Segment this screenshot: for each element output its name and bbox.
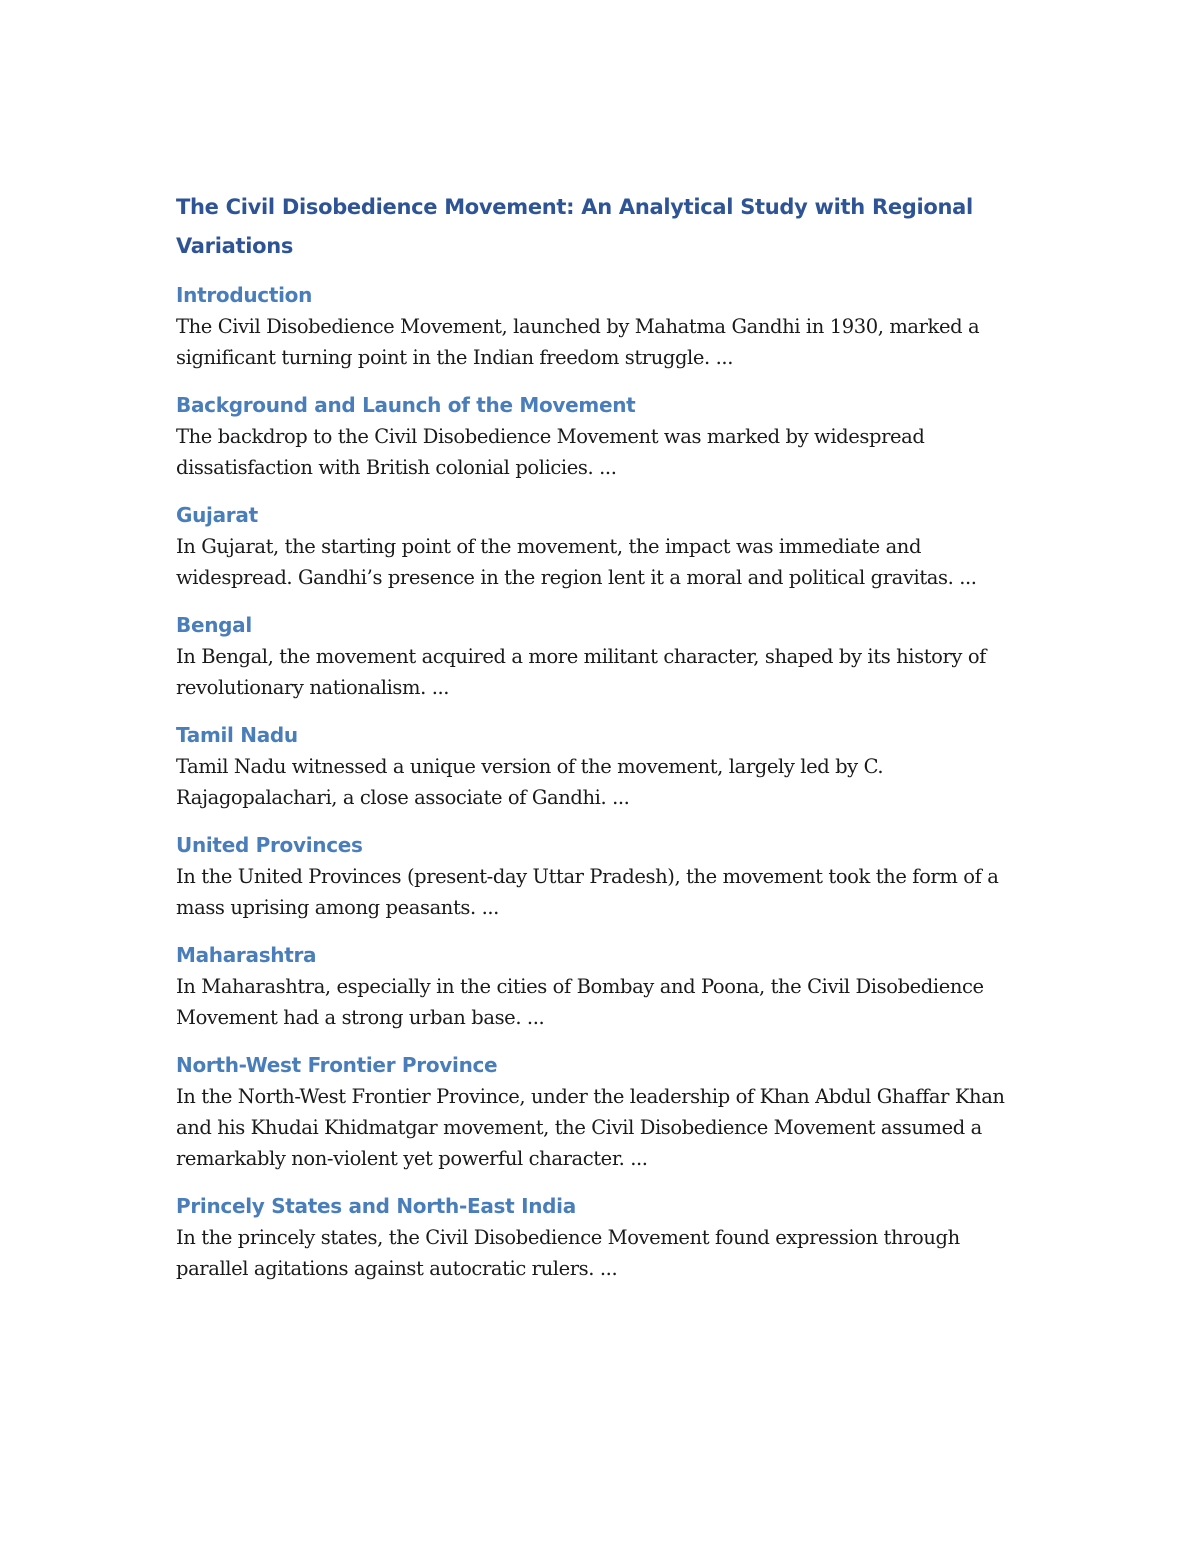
section-princely-states: [176, 1191, 1016, 1284]
section-paragraph: Tamil Nadu witnessed a unique version of the movement, largely led by C. Rajagopalachari, a close associate of Gandhi. ...: [176, 755, 884, 809]
section-heading: United Provinces: [176, 833, 363, 857]
section-paragraph: In the princely states, the Civil Disobedience Movement found expression through parallel agitations against autocratic rulers. ...: [176, 1226, 960, 1280]
section-paragraph: In Gujarat, the starting point of the movement, the impact was immediate and widespread. Gandhi’s presence in the region lent it a moral and political gravitas. ...: [176, 535, 977, 589]
section-paragraph: In the North-West Frontier Province, under the leadership of Khan Abdul Ghaffar Khan and his Khudai Khidmatgar movement, the Civil Disobedience Movement assumed a remarkably non-violent yet powerful character. ...: [176, 1085, 1005, 1170]
section-introduction: [176, 280, 1016, 373]
document-content: [176, 188, 1016, 1301]
section-heading: Maharashtra: [176, 943, 317, 967]
section-paragraph: The Civil Disobedience Movement, launched by Mahatma Gandhi in 1930, marked a significant turning point in the Indian freedom struggle. ...: [176, 315, 980, 369]
section-heading: Background and Launch of the Movement: [176, 393, 636, 417]
section-heading: Princely States and North-East India: [176, 1194, 576, 1218]
section-paragraph: In Bengal, the movement acquired a more militant character, shaped by its history of revolutionary nationalism. ...: [176, 645, 986, 699]
section-paragraph: In the United Provinces (present-day Uttar Pradesh), the movement took the form of a mass uprising among peasants. ...: [176, 865, 999, 919]
section-gujarat: [176, 500, 1016, 593]
section-maharashtra: [176, 940, 1016, 1033]
section-tamil-nadu: [176, 720, 1016, 813]
section-heading: Tamil Nadu: [176, 723, 298, 747]
section-heading: Gujarat: [176, 503, 258, 527]
section-north-west-frontier: [176, 1050, 1016, 1174]
section-paragraph: In Maharashtra, especially in the cities of Bombay and Poona, the Civil Disobedience Movement had a strong urban base. ...: [176, 975, 984, 1029]
section-paragraph: The backdrop to the Civil Disobedience Movement was marked by widespread dissatisfaction with British colonial policies. ...: [176, 425, 925, 479]
section-heading: Bengal: [176, 613, 252, 637]
section-bengal: [176, 610, 1016, 703]
section-background: [176, 390, 1016, 483]
section-united-provinces: [176, 830, 1016, 923]
section-heading: Introduction: [176, 283, 313, 307]
section-heading: North-West Frontier Province: [176, 1053, 498, 1077]
document-title: The Civil Disobedience Movement: An Analytical Study with Regional Variations: [176, 195, 973, 258]
